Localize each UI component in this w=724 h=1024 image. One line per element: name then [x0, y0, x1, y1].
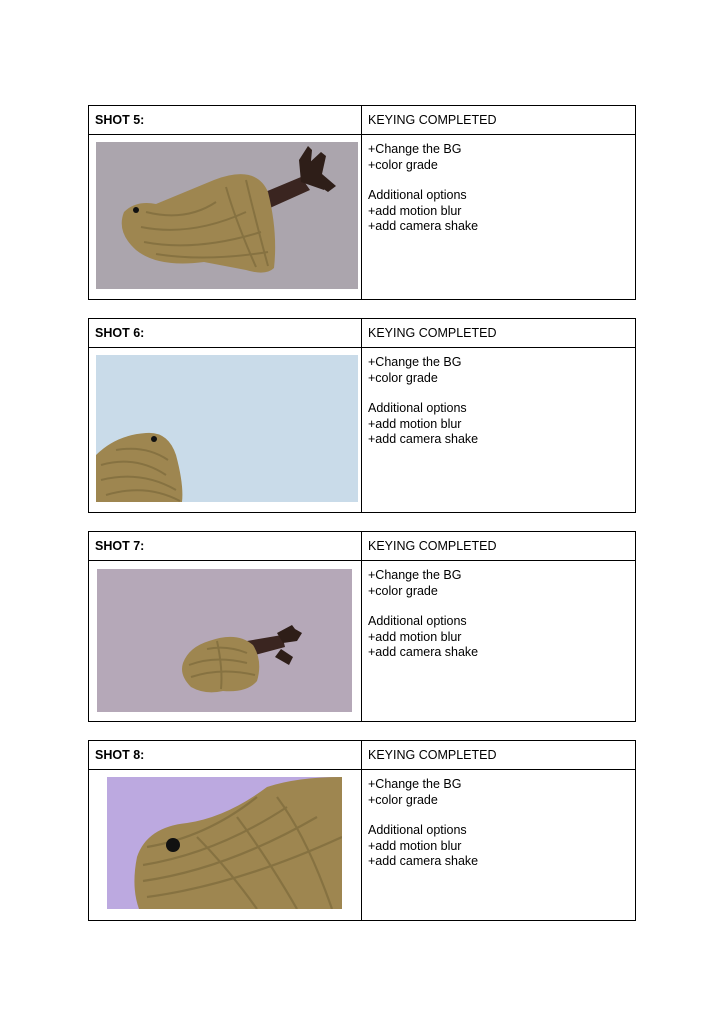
shot-8-frame: [107, 777, 342, 909]
options-title: Additional options: [368, 401, 467, 415]
shot-5-frame: [96, 142, 358, 289]
cloth-hole: [166, 838, 180, 852]
task-item: +color grade: [368, 370, 438, 385]
shot-table-5: [88, 105, 636, 300]
shot-thumbnail-cell: [89, 135, 362, 300]
shot-label: SHOT 7:: [89, 532, 362, 560]
shot-table-7: [88, 531, 636, 722]
shot-notes: [362, 348, 635, 513]
options-title: Additional options: [368, 823, 467, 837]
option-item: +add motion blur: [368, 203, 462, 218]
shot-status: KEYING COMPLETED: [368, 326, 497, 340]
task-item: +Change the BG: [368, 777, 462, 791]
shot-notes: [362, 561, 635, 722]
task-item: +Change the BG: [368, 568, 462, 582]
shot-label: SHOT 8:: [89, 741, 362, 769]
shot-status: KEYING COMPLETED: [368, 539, 497, 553]
option-item: +add camera shake: [368, 219, 479, 233]
shot-notes: [362, 135, 635, 300]
shot-table-6: [88, 318, 636, 513]
shot-thumbnail-cell: [89, 770, 362, 921]
option-item: +add camera shake: [368, 432, 479, 446]
shot-7-frame: [97, 569, 352, 712]
shot-status: KEYING COMPLETED: [368, 748, 497, 762]
shot-notes: [362, 770, 635, 921]
option-item: +add motion blur: [368, 629, 462, 644]
option-item: +add motion blur: [368, 838, 462, 853]
cloth-hole: [133, 207, 139, 213]
task-item: +Change the BG: [368, 355, 462, 369]
shot-thumbnail-cell: [89, 348, 362, 513]
task-item: +color grade: [368, 583, 438, 598]
task-item: +color grade: [368, 792, 438, 807]
option-item: +add motion blur: [368, 416, 462, 431]
option-item: +add camera shake: [368, 854, 479, 868]
options-title: Additional options: [368, 188, 467, 202]
shot-label: SHOT 5:: [89, 106, 362, 134]
shot-table-8: [88, 740, 636, 921]
shot-label: SHOT 6:: [89, 319, 362, 347]
task-item: +Change the BG: [368, 142, 462, 156]
task-item: +color grade: [368, 157, 438, 172]
option-item: +add camera shake: [368, 645, 479, 659]
options-title: Additional options: [368, 614, 467, 628]
cloth-hole: [151, 436, 157, 442]
shot-6-frame: [96, 355, 358, 502]
shot-status: KEYING COMPLETED: [368, 113, 497, 127]
shot-thumbnail-cell: [89, 561, 362, 722]
